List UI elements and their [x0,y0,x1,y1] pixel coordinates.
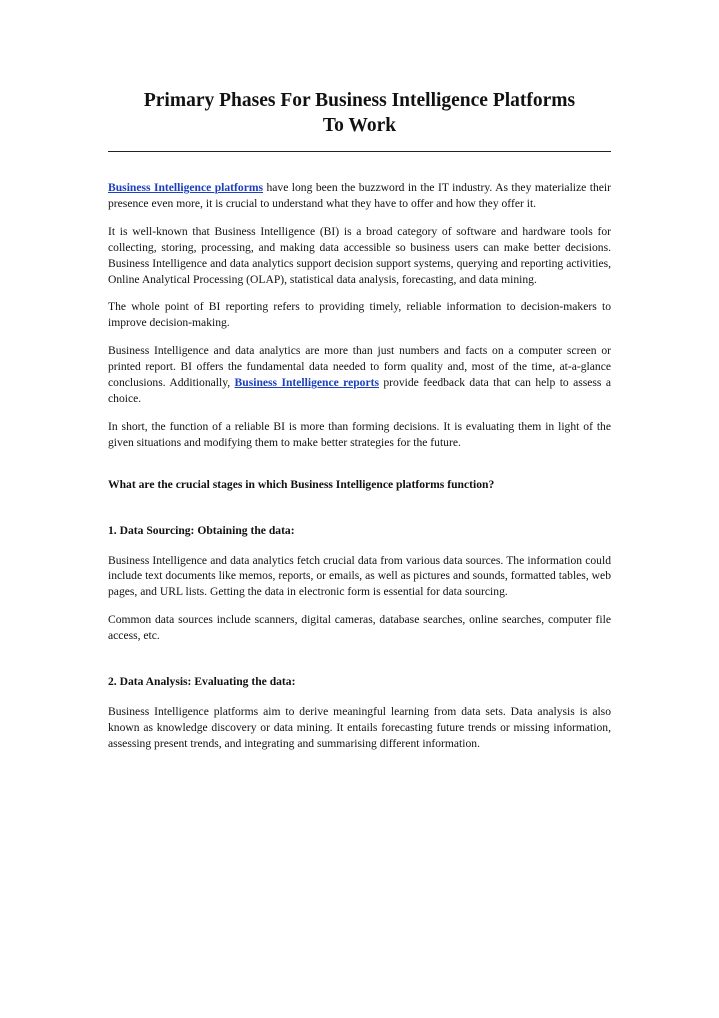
analytics-text-before: Business Intelligence and data analytics are more than just numbers and facts on a computer screen or printed report. BI offers the fundamental data needed to form quality and, most of the time, at-a-glance conclusions. Additionally, [108,344,611,390]
title-line-2: To Work [322,115,397,136]
title-divider [108,151,611,152]
intro-paragraph [108,180,611,212]
data-analysis-paragraph: Business Intelligence platforms aim to derive meaningful learning from data sets. Data analysis is also known as knowledge discovery or data mining. It entails forecasting future trends or missing information, assessing present trends, and integrating and summarising different information. [108,704,611,750]
bi-analytics-paragraph [108,343,611,407]
document-title [108,88,611,138]
section-heading-data-analysis: 2. Data Analysis: Evaluating the data: [108,675,296,689]
intro-text: have long been the buzzword in the IT industry. As they materialize their presence even more, it is crucial to understand what they have to offer and how they offer it. [108,181,611,210]
bi-function-paragraph: In short, the function of a reliable BI is more than forming decisions. It is evaluating them in light of the given situations and modifying them to make better strategies for the future. [108,419,611,449]
document-page [108,88,611,764]
bi-platforms-link[interactable]: Business Intelligence platforms [108,181,264,194]
section-heading-data-sourcing: 1. Data Sourcing: Obtaining the data: [108,523,295,537]
bi-reports-link[interactable]: Business Intelligence reports [234,376,379,390]
data-sourcing-paragraph: Business Intelligence and data analytics fetch crucial data from various data sources. The information could include text documents like memos, reports, or emails, as well as pictures and sounds, formatted tables, web pages, and URL lists. Getting the data in electronic form is essential for data sourcing. [108,553,611,599]
analytics-text-after: provide feedback data that can help to assess a choice. [108,376,611,405]
document-body [108,180,611,752]
data-sources-paragraph: Common data sources include scanners, digital cameras, database searches, online searches, computer file access, etc. [108,613,611,643]
bi-reporting-paragraph: The whole point of BI reporting refers to providing timely, reliable information to decision-makers to improve decision-making. [108,300,611,330]
stages-question: What are the crucial stages in which Business Intelligence platforms function? [108,477,495,491]
title-line-1: Primary Phases For Business Intelligence Platforms [143,90,576,111]
bi-definition-paragraph: It is well-known that Business Intelligence (BI) is a broad category of software and hardware tools for collecting, storing, processing, and making data accessible so business users can make better decisions. Business Intelligence and data analytics support decision support systems, querying and reporting activities, Online Analytical Processing (OLAP), statistical data analysis, forecasting, and data mining. [108,224,611,286]
